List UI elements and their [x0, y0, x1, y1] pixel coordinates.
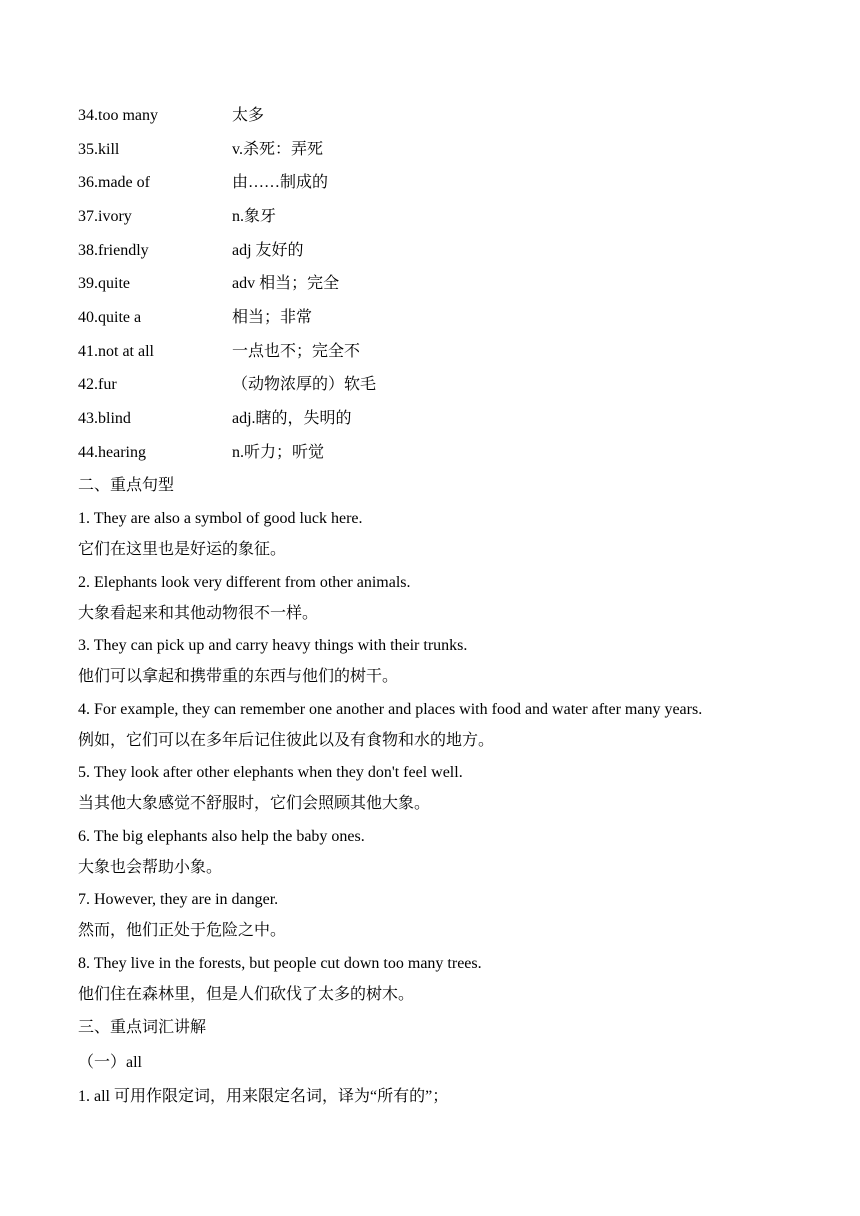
sentence-chinese: 大象也会帮助小象。	[78, 859, 223, 876]
vocab-term: 40.quite a	[78, 309, 142, 326]
sentence-english: 4. For example, they can remember one another and places with food and water after many years.	[78, 701, 703, 718]
sentence-chinese: 它们在这里也是好运的象征。	[78, 541, 287, 558]
vocab-meaning: 太多	[232, 107, 265, 124]
sentence-english: 6. The big elephants also help the baby ones.	[78, 828, 365, 845]
vocab-term: 41.not at all	[78, 343, 154, 360]
vocab-term: 39.quite	[78, 275, 130, 292]
vocab-term: 37.ivory	[78, 208, 132, 225]
vocab-term: 35.kill	[78, 141, 120, 158]
section-heading: 三、重点词汇讲解	[78, 1019, 207, 1036]
sentence-chinese: 大象看起来和其他动物很不一样。	[78, 605, 319, 622]
vocab-term: 38.friendly	[78, 242, 149, 259]
vocab-term: 34.too many	[78, 107, 158, 124]
sentence-english: 5. They look after other elephants when they don't feel well.	[78, 764, 463, 781]
vocab-meaning: n.象牙	[232, 208, 277, 225]
sentence-english: 7. However, they are in danger.	[78, 891, 279, 908]
vocab-meaning: （动物浓厚的）软毛	[232, 376, 377, 393]
sentence-chinese: 例如，它们可以在多年后记住彼此以及有食物和水的地方。	[78, 732, 495, 749]
vocab-meaning: 由……制成的	[232, 174, 329, 191]
section-heading: 二、重点句型	[78, 477, 175, 494]
sentence-english: 3. They can pick up and carry heavy things with their trunks.	[78, 637, 468, 654]
sentence-english: 1. They are also a symbol of good luck here.	[78, 510, 363, 527]
sentence-english: 2. Elephants look very different from other animals.	[78, 574, 411, 591]
sentence-chinese: 然而，他们正处于危险之中。	[78, 922, 287, 939]
vocab-term: 44.hearing	[78, 444, 146, 461]
sentence-english: 8. They live in the forests, but people cut down too many trees.	[78, 955, 482, 972]
subsection-heading: （一）all	[78, 1054, 142, 1071]
vocab-meaning: adj 友好的	[232, 242, 304, 259]
vocab-meaning: adj.瞎的，失明的	[232, 410, 352, 427]
explanation-point: 1. all 可用作限定词，用来限定名词，译为“所有的”；	[78, 1088, 449, 1105]
vocab-term: 42.fur	[78, 376, 117, 393]
vocab-term: 36.made of	[78, 174, 150, 191]
vocab-meaning: v.杀死：弄死	[232, 141, 323, 158]
sentence-chinese: 当其他大象感觉不舒服时，它们会照顾其他大象。	[78, 795, 431, 812]
sentence-chinese: 他们可以拿起和携带重的东西与他们的树干。	[78, 668, 399, 685]
vocab-meaning: 相当；非常	[232, 309, 313, 326]
vocab-meaning: adv 相当；完全	[232, 275, 340, 292]
vocab-meaning: n.听力；听觉	[232, 444, 325, 461]
vocab-meaning: 一点也不；完全不	[232, 343, 361, 360]
sentence-chinese: 他们住在森林里，但是人们砍伐了太多的树木。	[78, 986, 415, 1003]
vocab-term: 43.blind	[78, 410, 131, 427]
